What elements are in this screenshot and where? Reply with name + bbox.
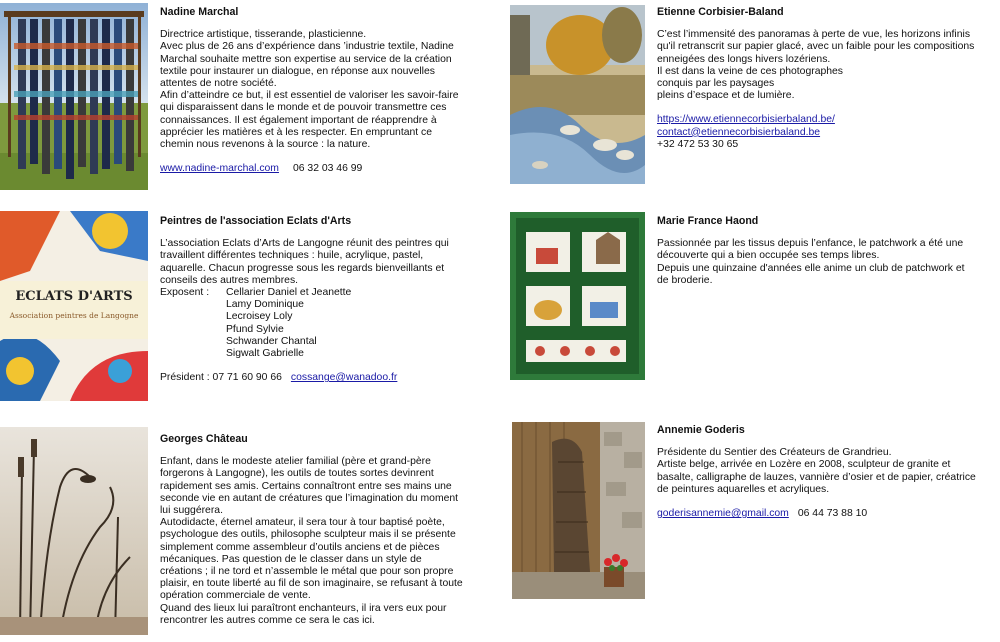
contact-line — [160, 163, 468, 175]
artist-name: Marie France Haond — [657, 215, 759, 227]
paragraph: Il est dans la veine de ces photographes — [657, 65, 844, 77]
nadine-weaving-photo — [0, 3, 148, 190]
paragraph: conquis par les paysages — [657, 78, 775, 90]
artist-name: Georges Château — [160, 433, 248, 445]
logo-title: ECLATS D'ARTS — [15, 289, 133, 304]
entry-annemie-goderis — [657, 424, 977, 520]
marie-patchwork-photo — [510, 212, 645, 380]
entry-marie-france-haond — [657, 215, 977, 287]
entry-nadine-marchal — [160, 6, 468, 175]
paragraph: C’est l’immensité des panoramas à perte de vue, les horizons infinis qu'il retranscrit sur papier glacé, avec un faible pour les compositions enneigées des longs hivers lozériens. — [657, 29, 975, 65]
exposant: Lamy Dominique — [226, 299, 304, 311]
paragraph: Autodidacte, éternel amateur, il sera tour à tour baptisé poète, psychologue des outils, philosophe sculpteur mais il se présente simplement comme assembleur d’outils anciens et de pièces mécaniques. Pas question de le classer dans un style de créations ; il ne tord et n’assemble le métal que pour son propre plaisir, en toute liberté au fil de son imaginaire, se refusant à toute opération commerciale de vente. — [160, 517, 463, 602]
paragraph: Présidente du Sentier des Créateurs de Grandrieu. — [657, 447, 892, 459]
paragraph: pleins d’espace et de lumière. — [657, 90, 795, 102]
annemie-sculpture-photo — [512, 422, 645, 599]
exposant: Schwander Chantal — [226, 335, 317, 347]
etienne-landscape-photo — [510, 5, 645, 184]
exposant: Lecroisey Loly — [226, 311, 293, 323]
paragraph: Avec plus de 26 ans d’expérience dans ’industrie textile, Nadine Marchal souhaite mettre son expertise au service de la création textile pour instaurer un dialogue, en réponse aux nouvelles attentes de notre société. — [160, 41, 454, 90]
paragraph: Artiste belge, arrivée en Lozère en 2008, sculpteur de granite et basalte, calligraphe de lauzes, vannière d’osier et de papier, créatrice de peintures aquarelles et acryliques. — [657, 459, 976, 495]
logo-subtitle: Association peintres de Langogne — [9, 311, 139, 320]
exposants-list — [160, 287, 460, 360]
phone-number: 06 44 73 88 10 — [797, 508, 868, 520]
paragraph: Quand des lieux lui paraîtront enchanteurs, il ira vers eux pour rencontrer les autres comme ce sera le cas ici. — [160, 602, 447, 626]
contact-line — [160, 372, 460, 384]
exposant: Cellarier Daniel et Jeanette — [226, 287, 352, 299]
eclats-darts-logo — [0, 211, 148, 401]
exposants-label: Exposent : — [160, 287, 210, 299]
email-link[interactable]: cossange@wanadoo.fr — [290, 372, 398, 384]
website-link[interactable]: www.nadine-marchal.com — [160, 163, 279, 175]
phone-number: 06 32 03 46 99 — [292, 163, 363, 175]
georges-sculpture-photo — [0, 427, 148, 635]
phone-number: +32 472 53 30 65 — [657, 138, 739, 150]
paragraph: Depuis une quinzaine d'années elle anime un club de patchwork et de broderie. — [657, 262, 965, 286]
paragraph: Passionnée par les tissus depuis l’enfance, le patchwork a été une découverte qui a bien occupée ses temps libres. — [657, 238, 964, 262]
exposant: Sigwalt Gabrielle — [226, 348, 304, 360]
paragraph: Enfant, dans le modeste atelier familial (père et grand-père forgerons à Langogne), les outils de toutes sortes devinrent rapidement ses amis. Certains connaîtront entre ses mains une seconde vie en autant de créatures que l’imagination du moment lui suggérera. — [160, 456, 459, 517]
paragraph: L’association Eclats d’Arts de Langogne réunit des peintres qui travaillent différentes techniques : huile, acrylique, pastel, aquarelle. Chacun progresse sous les regards bienveillants et conseils des autres membres. — [160, 238, 449, 286]
paragraph: Directrice artistique, tisserande, plasticienne. — [160, 29, 367, 41]
entry-etienne-corbisier-baland — [657, 6, 982, 151]
paragraph: Afin d’atteindre ce but, il est essentiel de valoriser les savoir-faire qui disparaissent dans le monde et de pouvoir transmettre ces connaissances. Il est également important de réapprendre à apprécier les matières et à les respecter. En empruntant ce chemin nous revenons à la source : la nature. — [160, 90, 459, 151]
exposant: Pfund Sylvie — [226, 323, 284, 335]
email-link[interactable]: goderisannemie@gmail.com — [657, 508, 789, 520]
artist-name: Etienne Corbisier-Baland — [657, 6, 784, 18]
website-link[interactable]: https://www.etiennecorbisierbaland.be/ — [657, 114, 835, 126]
entry-eclats-darts — [160, 215, 460, 384]
artist-name: Peintres de l'association Eclats d'Arts — [160, 215, 352, 227]
president-phone: Président : 07 71 60 90 66 — [160, 372, 282, 384]
contact-line — [657, 508, 977, 520]
artist-name: Nadine Marchal — [160, 6, 239, 18]
email-link[interactable]: contact@etiennecorbisierbaland.be — [657, 126, 821, 138]
entry-georges-chateau — [160, 433, 465, 627]
artist-name: Annemie Goderis — [657, 424, 745, 436]
